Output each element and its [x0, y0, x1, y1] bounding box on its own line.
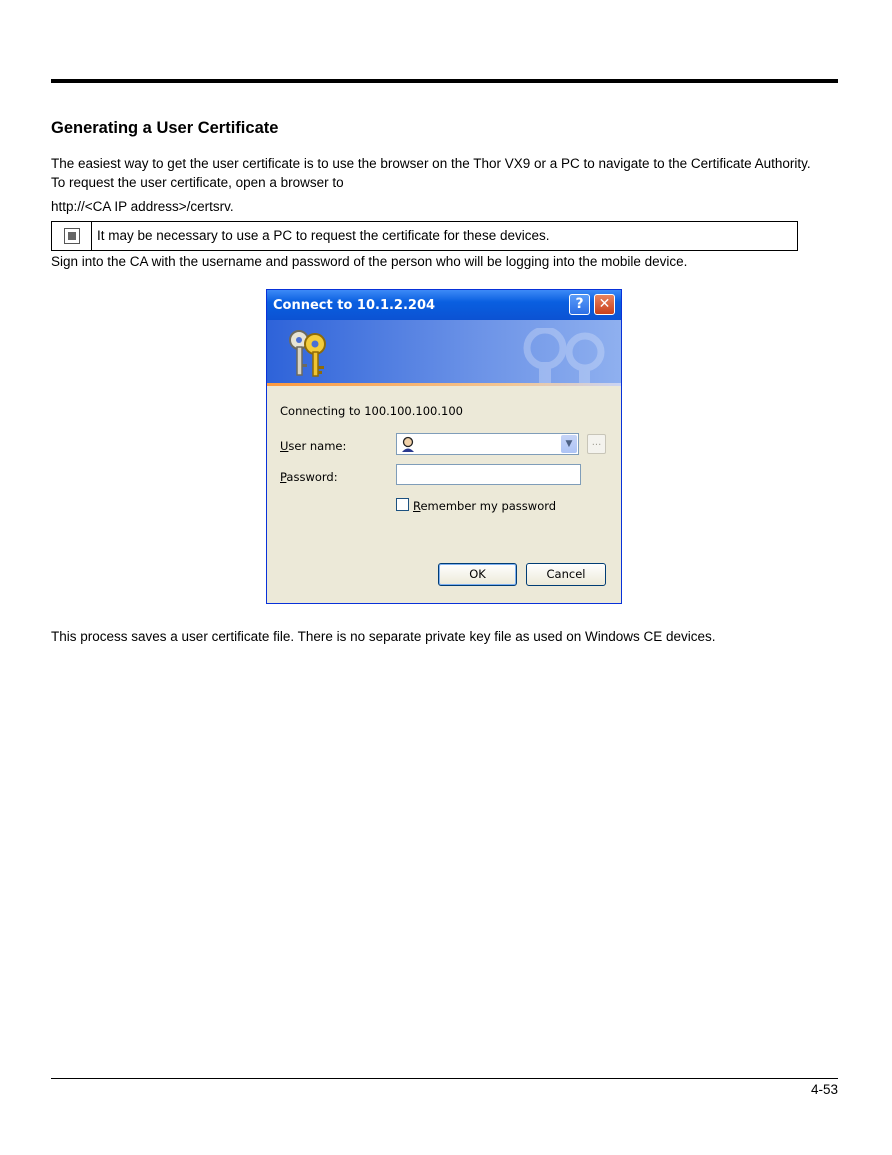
- page-number: 4-53: [810, 1082, 838, 1097]
- dialog-title: Connect to 10.1.2.204: [273, 298, 436, 313]
- intro-paragraph: The easiest way to get the user certificate is to use the browser on the Thor VX9 or a PC to navigate to the Certificate Authority. To request the user certificate, open a browser to: [51, 156, 811, 190]
- browse-users-button[interactable]: ...: [587, 434, 606, 454]
- note-box: [51, 221, 798, 251]
- user-name-combobox[interactable]: [396, 433, 579, 455]
- note-icon: [64, 228, 80, 244]
- remember-password-label[interactable]: [413, 499, 556, 513]
- top-rule: [51, 79, 838, 83]
- remember-password-checkbox[interactable]: [396, 498, 409, 511]
- bottom-rule: [51, 1078, 838, 1079]
- remember-label-text: emember my password: [420, 499, 557, 513]
- note-text: It may be necessary to use a PC to request the certificate for these devices.: [97, 228, 550, 243]
- password-label: [280, 470, 338, 484]
- keys-icon: [285, 326, 335, 380]
- dialog-titlebar[interactable]: [267, 290, 621, 320]
- page-heading: Generating a User Certificate: [51, 119, 279, 137]
- connect-dialog: [266, 289, 622, 604]
- remember-accesskey: R: [413, 499, 421, 513]
- ok-button[interactable]: OK: [438, 563, 517, 586]
- password-input[interactable]: [396, 464, 581, 485]
- user-name-label-text: ser name:: [288, 439, 347, 453]
- close-button[interactable]: ✕: [594, 294, 615, 315]
- keys-watermark-icon: [505, 328, 615, 386]
- cancel-button[interactable]: Cancel: [526, 563, 606, 586]
- url-paragraph: http://<CA IP address>/certsrv.: [51, 199, 234, 214]
- banner-stripe: [267, 383, 621, 386]
- user-name-label: [280, 439, 346, 453]
- password-accesskey: P: [280, 470, 287, 484]
- dialog-banner: [267, 320, 621, 386]
- chevron-down-icon[interactable]: ▼: [561, 435, 577, 453]
- user-name-accesskey: U: [280, 439, 289, 453]
- note-icon-cell: [52, 222, 92, 250]
- connecting-text: Connecting to 100.100.100.100: [280, 404, 463, 418]
- user-icon: [400, 436, 416, 452]
- sign-in-paragraph: Sign into the CA with the username and password of the person who will be logging into the mobile device.: [51, 254, 688, 269]
- password-label-text: assword:: [286, 470, 338, 484]
- help-button[interactable]: ?: [569, 294, 590, 315]
- closing-paragraph: This process saves a user certificate file. There is no separate private key file as used on Windows CE devices.: [51, 629, 716, 644]
